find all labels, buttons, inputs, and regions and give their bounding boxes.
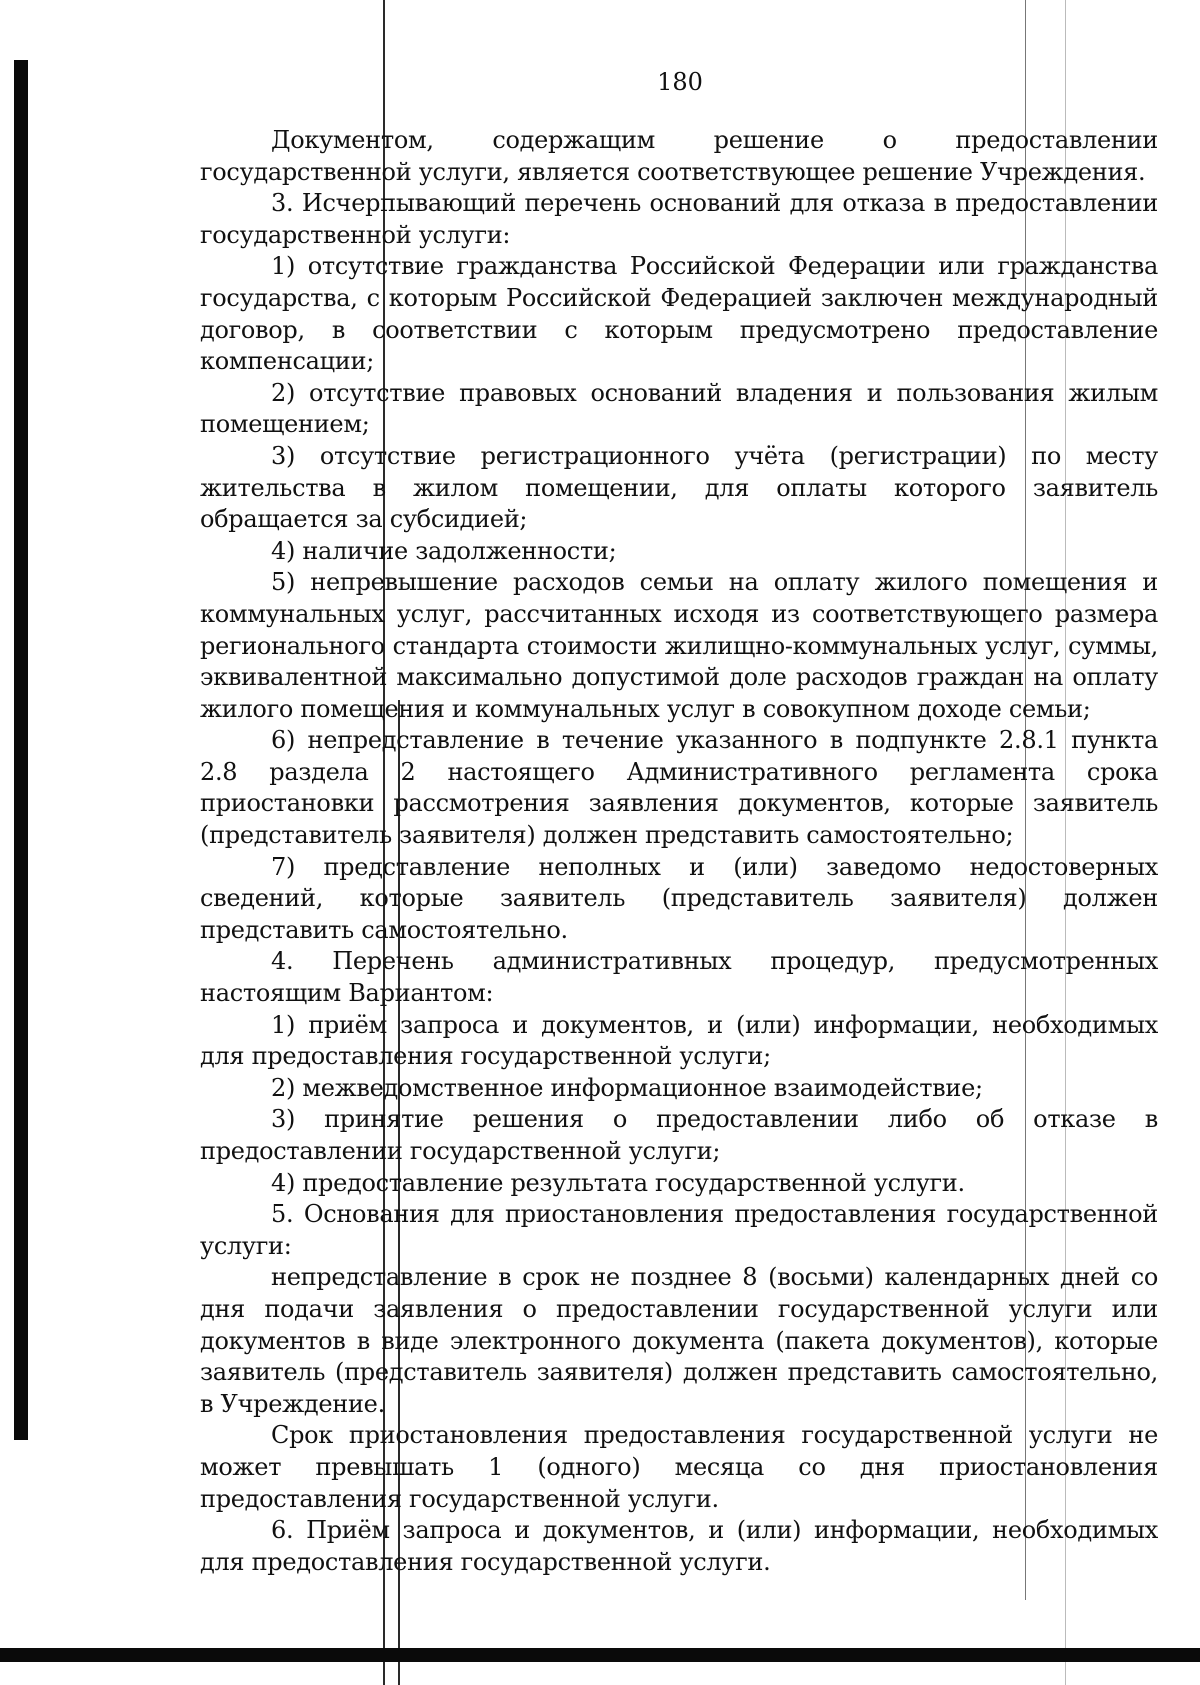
document-body [200, 125, 1158, 1578]
paragraph: 4. Перечень административных процедур, предусмотренных настоящим Вариантом: [200, 947, 1158, 1008]
list-item: 4) предоставление результата государственной услуги. [271, 1168, 965, 1197]
paragraph: 6. Приём запроса и документов, и (или) информации, необходимых для предоставления государственной услуги. [200, 1516, 1158, 1576]
list-item: 1) приём запроса и документов, и (или) информации, необходимых для предоставления государственной услуги; [200, 1010, 1158, 1071]
scan-edge-left [14, 60, 28, 1440]
list-item: 5) непревышение расходов семьи на оплату жилого помещения и коммунальных услуг, рассчитанных исходя из соответствующего размера регионального стандарта стоимости жилищно-коммунальных услуг, суммы, эквивалентной максимально допустимой доле расходов граждан на оплату жилого помещения и коммунальных услуг в совокупном доходе семьи; [200, 568, 1158, 723]
paragraph: Документом, содержащим решение о предоставлении государственной услуги, является соответствующее решение Учреждения. [200, 126, 1158, 186]
list-item: 6) непредставление в течение указанного в подпункте 2.8.1 пункта 2.8 раздела 2 настоящего Административного регламента срока приостановки рассмотрения заявления документов, которые заявитель (представитель заявителя) должен представить самостоятельно; [200, 726, 1158, 850]
list-item: 3) принятие решения о предоставлении либо об отказе в предоставлении государственной услуги; [200, 1105, 1158, 1165]
list-item: 3) отсутствие регистрационного учёта (регистрации) по месту жительства в жилом помещении, для оплаты которого заявитель обращается за субсидией; [200, 441, 1158, 534]
scan-edge-bottom [0, 1648, 1200, 1662]
page-number: 180 [657, 68, 703, 96]
list-item: 1) отсутствие гражданства Российской Федерации или гражданства государства, с которым Российской Федерацией заключен международный договор, в соответствии с которым предусмотрено предоставление компенсации; [200, 252, 1158, 376]
paragraph: Срок приостановления предоставления государственной услуги не может превышать 1 (одного) месяца со дня приостановления предоставления государственной услуги. [200, 1421, 1158, 1513]
list-item: 7) представление неполных и (или) заведомо недостоверных сведений, которые заявитель (представитель заявителя) должен представить самостоятельно. [200, 852, 1158, 944]
paragraph: непредставление в срок не позднее 8 (восьми) календарных дней со дня подачи заявления о предоставлении государственной услуги или документов в виде электронного документа (пакета документов), которые заявитель (представитель заявителя) должен представить самостоятельно, в Учреждение. [200, 1263, 1158, 1418]
list-item: 2) межведомственное информационное взаимодействие; [271, 1073, 983, 1102]
list-item: 2) отсутствие правовых оснований владения и пользования жилым помещением; [200, 378, 1158, 439]
paragraph: 3. Исчерпывающий перечень оснований для отказа в предоставлении государственной услуги: [200, 189, 1158, 249]
list-item: 4) наличие задолженности; [271, 536, 617, 565]
paragraph: 5. Основания для приостановления предоставления государственной услуги: [200, 1200, 1158, 1260]
